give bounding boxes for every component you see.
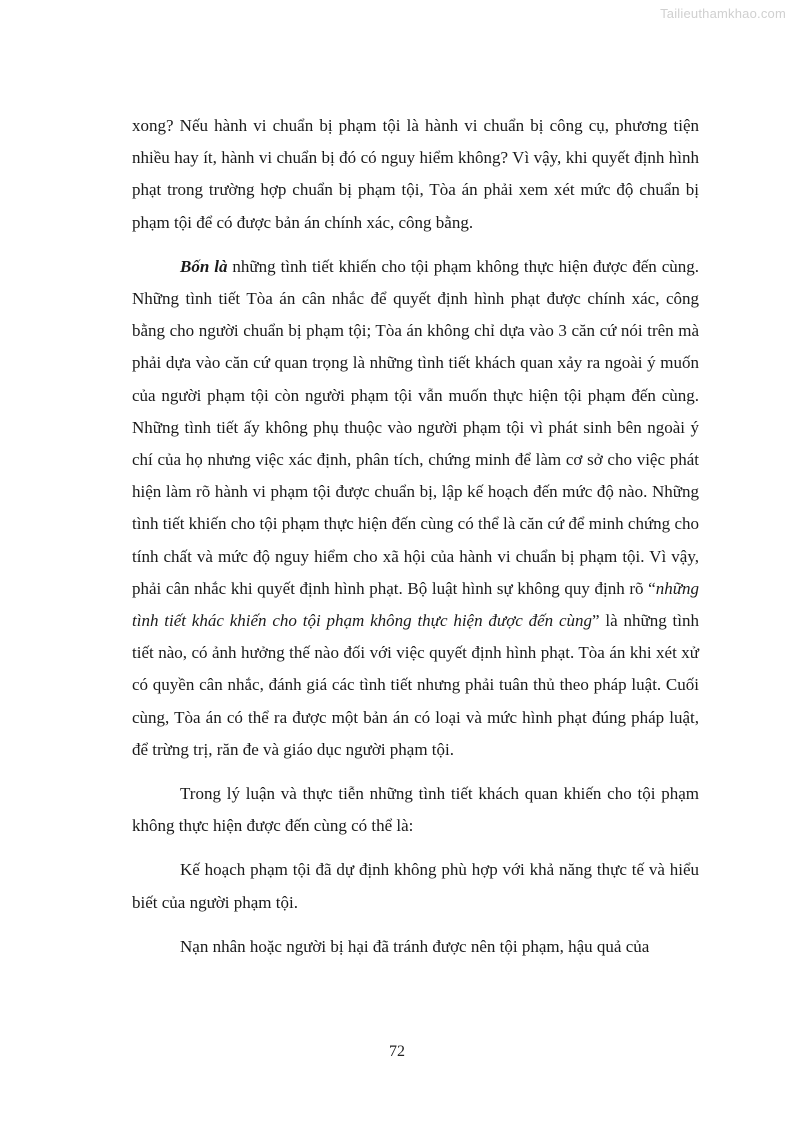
document-body <box>132 110 699 975</box>
paragraph-text: ” là những tình tiết nào, có ảnh hưởng thế nào đối với việc quyết định hình phạt. Tòa án khi xét xử có quyền cân nhắc, đánh giá các tình tiết nhưng phải tuân thủ theo pháp luật. Cuối cùng, Tòa án có thể ra được một bản án có loại và mức hình phạt đúng pháp luật, để trừng trị, răn đe và giáo dục người phạm tội. <box>132 611 699 759</box>
watermark: Tailieuthamkhao.com <box>660 6 786 21</box>
paragraph-item-victim: Nạn nhân hoặc người bị hại đã tránh được nên tội phạm, hậu quả của <box>180 936 650 956</box>
page-number: 72 <box>389 1043 405 1060</box>
paragraph-fourth-point <box>132 251 699 766</box>
paragraph-lead: Bốn là <box>180 256 228 276</box>
quoted-phrase: những tình tiết khác khiến cho tội phạm không thực hiện được đến cùng <box>132 578 699 631</box>
paragraph-text: những tình tiết khiến cho tội phạm không thực hiện được đến cùng. Những tình tiết Tòa án cân nhắc để quyết định hình phạt được chính xác, công bằng cho người chuẩn bị phạm tội; Tòa án không chỉ dựa vào 3 căn cứ nói trên mà phải dựa vào căn cứ quan trọng là những tình tiết khách quan xảy ra ngoài ý muốn của người phạm tội còn người phạm tội vẫn muốn thực hiện tội phạm đến cùng. Những tình tiết ấy không phụ thuộc vào người phạm tội vì phát sinh bên ngoài ý chí của họ nhưng việc xác định, phân tích, chứng minh để làm cơ sở cho việc phát hiện làm rõ hành vi phạm tội được chuẩn bị, lập kế hoạch đến mức độ nào. Những tình tiết khiến cho tội phạm thực hiện đến cùng có thể là căn cứ để minh chứng cho tính chất và mức độ nguy hiểm cho xã hội của hành vi chuẩn bị phạm tội. Vì vậy, phải cân nhắc khi quyết định hình phạt. Bộ luật hình sự không quy định rõ “ <box>132 256 699 598</box>
paragraph-item-plan: Kế hoạch phạm tội đã dự định không phù hợp với khả năng thực tế và hiểu biết của người phạm tội. <box>132 860 699 912</box>
paragraph-intro-list: Trong lý luận và thực tiễn những tình tiết khách quan khiến cho tội phạm không thực hiện được đến cùng có thể là: <box>132 784 699 836</box>
paragraph-continuation: xong? Nếu hành vi chuẩn bị phạm tội là hành vi chuẩn bị công cụ, phương tiện nhiều hay ít, hành vi chuẩn bị đó có nguy hiểm không? Vì vậy, khi quyết định hình phạt trong trường hợp chuẩn bị phạm tội, Tòa án phải xem xét mức độ chuẩn bị phạm tội để có được bản án chính xác, công bằng. <box>132 116 699 232</box>
